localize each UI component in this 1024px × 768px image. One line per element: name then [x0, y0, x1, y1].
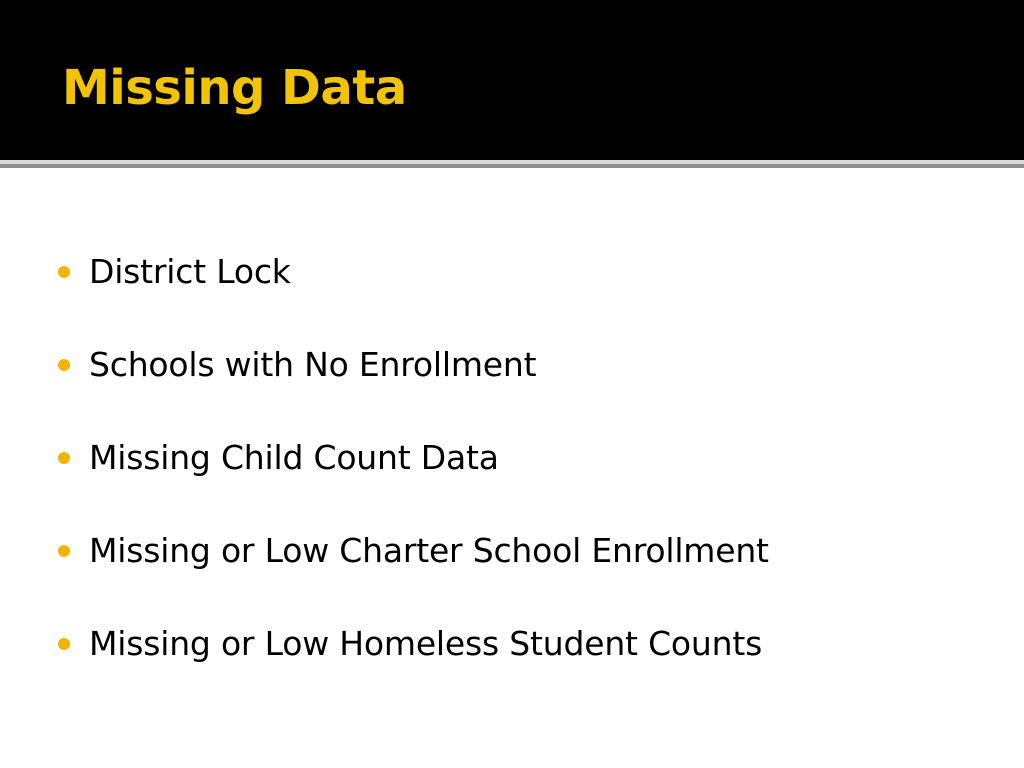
- bullet-text: Schools with No Enrollment: [89, 345, 537, 384]
- bullet-text: Missing or Low Charter School Enrollment: [89, 531, 769, 570]
- bullet-item-missing-child-count: [58, 432, 769, 484]
- bullet-dot-icon: [58, 545, 70, 557]
- bullet-dot-icon: [58, 452, 70, 464]
- bullet-list: [58, 246, 769, 670]
- bullet-item-schools-no-enrollment: [58, 339, 769, 391]
- slide-title: Missing Data: [62, 60, 407, 116]
- bullet-dot-icon: [58, 638, 70, 650]
- bullet-text: Missing or Low Homeless Student Counts: [89, 624, 763, 663]
- bullet-item-district-lock: [58, 246, 769, 298]
- bullet-dot-icon: [58, 266, 70, 278]
- bullet-text: Missing Child Count Data: [89, 438, 499, 477]
- bullet-item-homeless-counts: [58, 618, 769, 670]
- title-divider-bottom: [0, 164, 1024, 168]
- bullet-dot-icon: [58, 359, 70, 371]
- bullet-text: District Lock: [89, 252, 291, 291]
- title-bar: [0, 0, 1024, 160]
- bullet-item-charter-enrollment: [58, 525, 769, 577]
